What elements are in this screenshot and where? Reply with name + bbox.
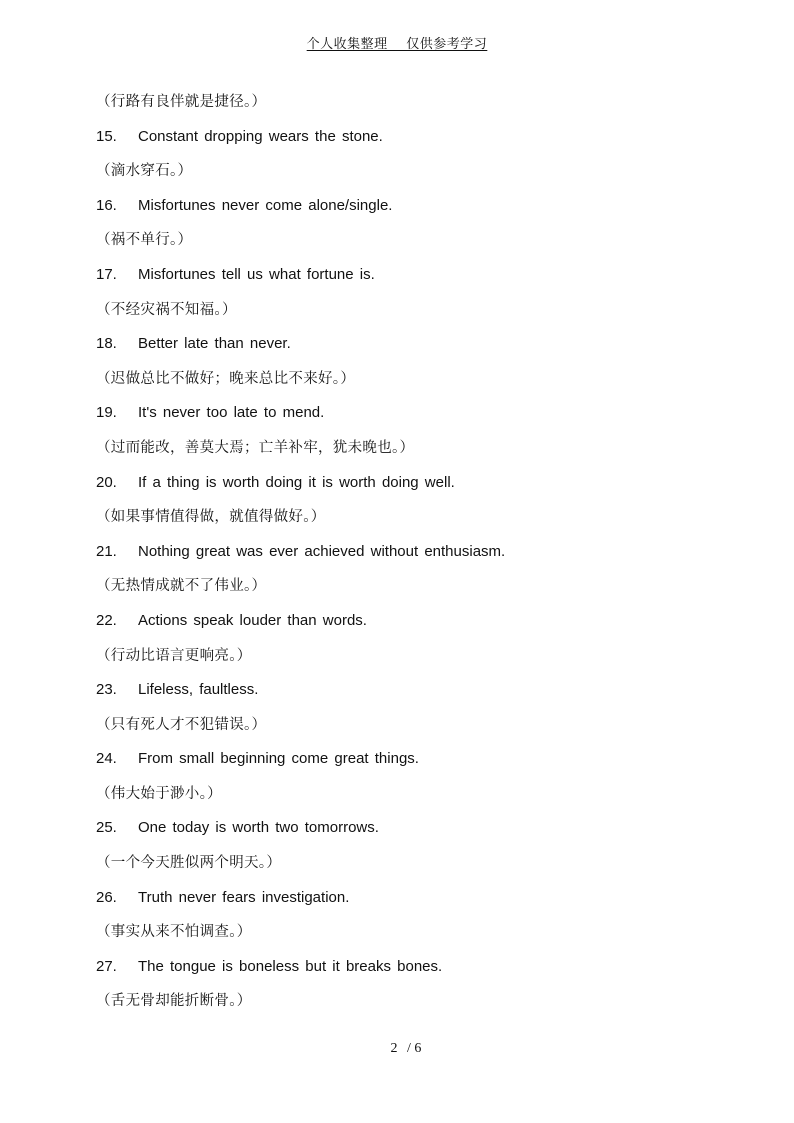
translation-line: （不经灾祸不知福。） [96, 301, 237, 318]
translation-line: （一个今天胜似两个明天。） [96, 855, 282, 872]
translation-line: （只有死人才不犯错误。） [96, 716, 267, 733]
proverb-number: 16. [96, 196, 117, 214]
proverb-text: Misfortunes tell us what fortune is. [138, 265, 375, 283]
proverb-number: 15. [96, 127, 117, 145]
proverb-line [96, 673, 716, 708]
translation-line: （祸不单行。） [96, 232, 193, 249]
proverb-text: The tongue is boneless but it breaks bones. [138, 957, 443, 975]
page-number: 2 [390, 1041, 398, 1056]
proverb-number: 22. [96, 611, 117, 629]
proverb-number: 19. [96, 404, 117, 422]
translation-line: （无热情成就不了伟业。） [96, 578, 267, 595]
proverb-number: 24. [96, 750, 117, 768]
translation-line: （舌无骨却能折断骨。） [96, 993, 252, 1010]
proverb-text: It's never too late to mend. [138, 404, 325, 422]
page-header [0, 33, 794, 52]
proverb-text: From small beginning come great things. [138, 750, 419, 768]
translation-line: （行动比语言更响亮。） [96, 647, 252, 664]
proverb-number: 25. [96, 819, 117, 837]
proverb-text: Lifeless, faultless. [138, 681, 259, 699]
header-text: 个人收集整理_ _仅供参考学习 [306, 37, 488, 52]
translation-line: （迟做总比不做好；晚来总比不来好。） [96, 370, 356, 387]
proverb-text: One today is worth two tomorrows. [138, 819, 379, 837]
proverb-line [96, 466, 716, 501]
proverb-line [96, 396, 716, 431]
translation-line: （过而能改，善莫大焉；亡羊补牢，犹未晚也。） [96, 439, 415, 456]
entries-container [96, 120, 716, 1019]
proverb-text: Better late than never. [138, 335, 291, 353]
proverb-text: Actions speak louder than words. [138, 611, 367, 629]
proverb-number: 20. [96, 473, 117, 491]
proverb-text: If a thing is worth doing it is worth doing well. [138, 473, 455, 491]
proverb-text: Misfortunes never come alone/single. [138, 196, 393, 214]
proverb-number: 17. [96, 265, 117, 283]
proverb-number: 27. [96, 957, 117, 975]
translation-line: （伟大始于渺小。） [96, 785, 222, 802]
proverb-line [96, 120, 716, 155]
proverb-text: Nothing great was ever achieved without enthusiasm. [138, 542, 506, 560]
proverb-line [96, 742, 716, 777]
translation-line: （如果事情值得做，就值得做好。） [96, 509, 326, 526]
proverb-list [96, 85, 716, 1019]
translation-line: （行路有良伴就是捷径。） [96, 94, 267, 110]
proverb-line [96, 950, 716, 985]
proverb-line [96, 881, 716, 916]
proverb-line [96, 258, 716, 293]
proverb-line [96, 535, 716, 570]
page-footer [0, 1041, 794, 1057]
proverb-number: 23. [96, 681, 117, 699]
proverb-line [96, 189, 716, 224]
page-total: / 6 [407, 1041, 422, 1056]
translation-line: （事实从来不怕调查。） [96, 924, 252, 941]
proverb-number: 26. [96, 888, 117, 906]
proverb-number: 21. [96, 542, 117, 560]
proverb-text: Truth never fears investigation. [138, 888, 350, 906]
proverb-line [96, 327, 716, 362]
translation-line: （滴水穿石。） [96, 163, 193, 180]
proverb-line [96, 811, 716, 846]
proverb-line [96, 604, 716, 639]
proverb-number: 18. [96, 335, 117, 353]
proverb-text: Constant dropping wears the stone. [138, 127, 383, 145]
